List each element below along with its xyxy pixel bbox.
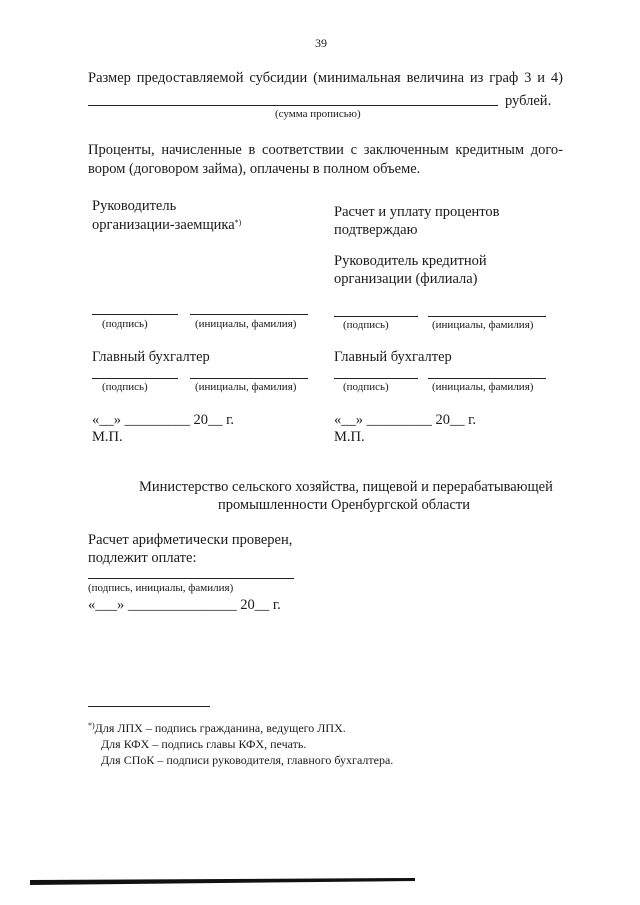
left-head-line-2: организации-заемщика*) (92, 217, 242, 233)
footnote-mark-bottom: *) (88, 721, 95, 730)
left-head-line-1: Руководитель (92, 198, 177, 214)
footnote-line-3: Для СПоК – подписи руководителя, главного бухгалтера. (101, 753, 394, 767)
footnote-line-2: Для КФХ – подпись главы КФХ, печать. (101, 737, 307, 751)
right-accountant-initials-caption: (инициалы, фамилия) (432, 381, 534, 393)
check-signature-line (88, 578, 294, 579)
page-number: 39 (315, 36, 327, 50)
left-accountant-initials-caption: (инициалы, фамилия) (195, 381, 297, 393)
right-accountant-initials-line (428, 378, 546, 379)
left-signature-line (92, 314, 178, 315)
footnote-separator (88, 706, 210, 707)
subsidy-caption: (сумма прописью) (275, 108, 361, 120)
scan-artifact-bar (30, 876, 415, 886)
footnote-mark: *) (234, 218, 242, 227)
subsidy-currency: рублей. (505, 93, 552, 109)
check-caption: (подпись, инициалы, фамилия) (88, 582, 234, 594)
left-date-line: «__» _________ 20__ г. (92, 412, 235, 428)
right-seal: М.П. (334, 429, 365, 445)
footnote-line-1: *)Для ЛПХ – подпись гражданина, ведущего ЛПХ. (88, 721, 346, 735)
interest-line-2: вором (договором займа), оплачены в полном объеме. (88, 161, 421, 177)
left-initials-caption: (инициалы, фамилия) (195, 318, 297, 330)
right-date-line: «__» _________ 20__ г. (334, 412, 477, 428)
right-accountant-signature-line (334, 378, 418, 379)
left-initials-line (190, 314, 308, 315)
check-date-line: «___» _______________ 20__ г. (88, 597, 281, 613)
right-chief-accountant: Главный бухгалтер (334, 349, 452, 365)
right-signature-caption: (подпись) (343, 319, 389, 331)
right-head-line-1: Руководитель кредитной (334, 253, 487, 269)
subsidy-text: Размер предоставляемой субсидии (минимальная величина из граф 3 и 4) (88, 70, 563, 86)
ministry-line-1: Министерство сельского хозяйства, пищевой и перерабатывающей (139, 479, 553, 495)
right-confirm-line-2: подтверждаю (334, 222, 418, 238)
ministry-line-2: промышленности Оренбургской области (217, 497, 471, 513)
right-head-line-2: организации (филиала) (334, 271, 478, 287)
right-accountant-signature-caption: (подпись) (343, 381, 389, 393)
left-accountant-initials-line (190, 378, 308, 379)
left-signature-caption: (подпись) (102, 318, 148, 330)
right-initials-line (428, 316, 546, 317)
check-line-2: подлежит оплате: (88, 550, 197, 566)
left-accountant-signature-line (92, 378, 178, 379)
right-initials-caption: (инициалы, фамилия) (432, 319, 534, 331)
interest-line-1: Проценты, начисленные в соответствии с заключенным кредитным дого- (88, 142, 563, 158)
left-chief-accountant: Главный бухгалтер (92, 349, 210, 365)
left-accountant-signature-caption: (подпись) (102, 381, 148, 393)
right-signature-line (334, 316, 418, 317)
left-seal: М.П. (92, 429, 123, 445)
right-confirm-line-1: Расчет и уплату процентов (334, 204, 500, 220)
check-line-1: Расчет арифметически проверен, (88, 532, 293, 548)
subsidy-amount-line (88, 105, 498, 106)
